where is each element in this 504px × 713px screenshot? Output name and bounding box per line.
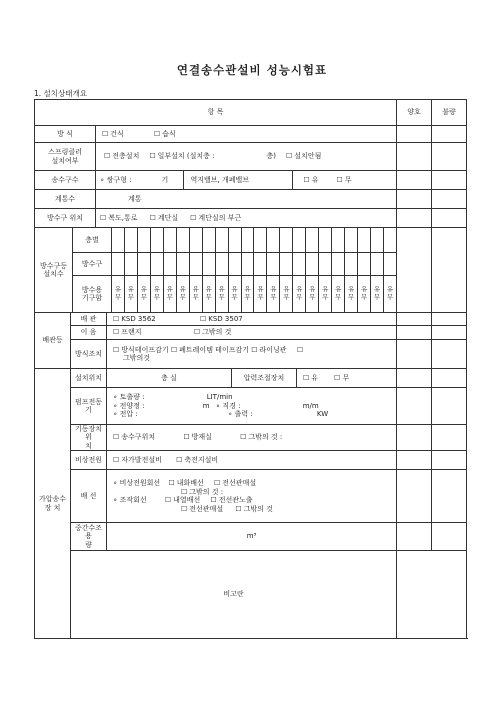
nozzle-outlet-cell[interactable] xyxy=(319,253,332,275)
nozzle-outlet-cell[interactable] xyxy=(216,253,229,275)
mu-mark: 무 xyxy=(205,293,212,301)
nozzle-outlet-cell[interactable] xyxy=(332,253,345,275)
nozzle-floor-cell[interactable] xyxy=(358,228,371,252)
outlet-valve: 역지밸브, 개폐밸브 xyxy=(190,171,293,189)
sprinkler-label-2: 설치여부 xyxy=(51,156,79,165)
booster-label-2: 장 치 xyxy=(44,503,61,512)
nozzle-count-label-1: 방수구등 xyxy=(39,261,68,270)
nozzle-box-cell[interactable] xyxy=(229,276,242,312)
tank-unit: m³ xyxy=(107,523,397,551)
yu-mark: 유 xyxy=(283,285,290,294)
mu-mark: 무 xyxy=(373,293,381,301)
section-heading: 1. 설치상태개요 xyxy=(34,89,88,98)
head-label: ∘ 전양정 : xyxy=(113,401,145,410)
nozzle-floor-cell[interactable] xyxy=(332,228,345,252)
mu-mark: 무 xyxy=(296,293,303,301)
system-unit: 계통 xyxy=(128,194,142,203)
wiring-fireproof-checkbox[interactable]: ☐ 내화배선 xyxy=(168,479,203,487)
nozzle-outlet-cell[interactable] xyxy=(203,253,216,275)
nozzle-floor-cell[interactable] xyxy=(254,228,267,252)
nozzle-box-cell[interactable] xyxy=(164,276,177,312)
nozzle-outlet-cell[interactable] xyxy=(112,253,125,275)
start-device-label-2: 치 xyxy=(85,441,92,450)
sprinkler-none-checkbox[interactable]: ☐ 설치안됨 xyxy=(286,152,321,160)
wiring-other-checkbox-1[interactable]: ☐ 그밖의 것 : xyxy=(181,488,223,496)
start-outlet-checkbox[interactable]: ☐ 송수구위치 xyxy=(113,433,155,441)
method-dry-checkbox[interactable]: ☐ 건식 xyxy=(102,130,124,138)
pressure-yes-checkbox[interactable]: ☐ 유 xyxy=(303,374,318,382)
yu-mark: 유 xyxy=(347,285,355,294)
header-item: 항 목 xyxy=(35,100,397,126)
nozzle-outlet-cell[interactable] xyxy=(254,253,267,275)
location-corridor-checkbox[interactable]: ☐ 복도,통로 xyxy=(100,214,138,222)
nozzle-count-label-2: 설치수 xyxy=(43,270,64,278)
start-device-label-1: 기동장치위 xyxy=(74,425,103,442)
emergency-power-label: 비상전원 xyxy=(71,451,107,470)
yu-mark: 유 xyxy=(192,285,199,294)
nozzle-outlet-cell[interactable] xyxy=(384,253,396,275)
yu-mark: 유 xyxy=(257,285,264,294)
nozzle-box-cell[interactable] xyxy=(112,276,125,312)
booster-label-1: 가압송수 xyxy=(38,495,67,504)
emerg-generator-checkbox[interactable]: ☐ 자가발전설비 xyxy=(113,456,162,464)
nozzle-grid xyxy=(73,228,396,312)
mu-mark: 무 xyxy=(192,293,199,301)
nozzle-floor-cell[interactable] xyxy=(345,228,358,252)
power-label: ∘ 출력 : xyxy=(227,410,253,419)
nozzle-box-cell[interactable] xyxy=(280,276,293,312)
nozzle-floor-cell[interactable] xyxy=(242,228,255,252)
yu-mark: 유 xyxy=(373,285,381,294)
nozzle-floor-cell[interactable] xyxy=(280,228,293,252)
yu-mark: 유 xyxy=(335,285,342,294)
wiring-buried-checkbox-2[interactable]: ☐ 전선관매설 xyxy=(181,505,223,513)
outlet-unit: 기 xyxy=(161,171,184,189)
nozzle-floor-cell[interactable] xyxy=(216,228,229,252)
wiring-emerg-circuit: ∘ 비상전원회선 xyxy=(113,479,161,488)
mu-mark: 무 xyxy=(283,293,290,301)
nozzle-outlet-cell[interactable] xyxy=(280,253,293,275)
nozzle-box-cell[interactable] xyxy=(177,276,190,312)
mu-mark: 무 xyxy=(270,293,277,301)
wiring-exposed-checkbox[interactable]: ☐ 전선관노출 xyxy=(210,496,252,504)
joint-flange-checkbox[interactable]: ☐ 프랜지 xyxy=(113,328,142,336)
nozzle-outlet-label: 방수구 xyxy=(73,253,112,275)
nozzle-floor-cell[interactable] xyxy=(177,228,190,252)
yu-mark: 유 xyxy=(322,285,329,294)
wiring-buried-checkbox-1[interactable]: ☐ 전선관매설 xyxy=(214,479,256,487)
yu-mark: 유 xyxy=(218,285,225,294)
mu-mark: 무 xyxy=(218,293,225,301)
rust-other-checkbox-box[interactable] xyxy=(297,346,305,354)
yu-mark: 유 xyxy=(360,285,368,294)
nozzle-box-cell[interactable] xyxy=(216,276,229,312)
yu-mark: 유 xyxy=(244,285,251,294)
nozzle-outlet-cell[interactable] xyxy=(371,253,384,275)
nozzle-floor-cell[interactable] xyxy=(306,228,319,252)
install-location-value: 층 실 xyxy=(107,369,232,387)
nozzle-floor-cell[interactable] xyxy=(229,228,242,252)
mu-mark: 무 xyxy=(309,293,316,301)
nozzle-floor-cell[interactable] xyxy=(112,228,125,252)
nozzle-outlet-cell[interactable] xyxy=(151,253,164,275)
method-wet-checkbox[interactable]: ☐ 습식 xyxy=(154,130,176,138)
nozzle-floor-cell[interactable] xyxy=(384,228,396,252)
nozzle-box-cell[interactable] xyxy=(345,276,358,312)
rust-tape-checkbox[interactable]: ☐ 방식테이프감기 xyxy=(113,346,169,354)
nozzle-outlet-cell[interactable] xyxy=(177,253,190,275)
outlet-no-checkbox[interactable]: ☐ 무 xyxy=(337,176,352,184)
nozzle-box-cell[interactable] xyxy=(371,276,384,312)
diameter-unit: m/m xyxy=(302,401,319,410)
outlet-yes-checkbox[interactable]: ☐ 유 xyxy=(303,176,318,184)
nozzle-box-cell[interactable] xyxy=(242,276,255,312)
outlet-label: 송수구수 xyxy=(35,171,96,189)
sprinkler-label-1: 스프링클러 xyxy=(48,148,82,157)
nozzle-floor-cell[interactable] xyxy=(293,228,306,252)
mu-mark: 무 xyxy=(322,293,329,301)
mu-mark: 무 xyxy=(244,293,251,301)
nozzle-floor-cell[interactable] xyxy=(319,228,332,252)
mu-mark: 무 xyxy=(231,293,238,301)
nozzle-outlet-cell[interactable] xyxy=(125,253,138,275)
nozzle-outlet-cell[interactable] xyxy=(306,253,319,275)
rust-pet-tape-checkbox[interactable]: ☐ 폐트레이템 테이프감기 xyxy=(171,346,249,354)
flow-label: ∘ 토출량 : xyxy=(113,393,145,402)
yu-mark: 유 xyxy=(270,285,277,294)
nozzle-floor-cell[interactable] xyxy=(125,228,138,252)
pressure-regulator-label: 압력조절장치 xyxy=(232,369,297,387)
yu-mark: 유 xyxy=(140,285,148,294)
sprinkler-floor-suffix: 층) xyxy=(266,152,276,161)
nozzle-box-cell[interactable] xyxy=(125,276,138,312)
piping-label: 배관등 xyxy=(35,313,71,369)
mu-mark: 무 xyxy=(179,293,186,301)
start-other-checkbox[interactable]: ☐ 그밖의 것 : xyxy=(240,433,282,441)
wiring-label: 배 선 xyxy=(71,470,107,523)
yu-mark: 유 xyxy=(114,285,122,294)
install-location-label: 설치위치 xyxy=(71,369,107,388)
sprinkler-all-checkbox[interactable]: ☐ 전층설치 xyxy=(104,152,139,160)
nozzle-box-cell[interactable] xyxy=(138,276,151,312)
nozzle-box-cell[interactable] xyxy=(358,276,371,312)
emerg-battery-checkbox[interactable]: ☐ 축전지설비 xyxy=(176,456,218,464)
location-stair-checkbox[interactable]: ☐ 계단실 xyxy=(150,214,179,222)
nozzle-floor-cell[interactable] xyxy=(267,228,280,252)
outlet-location-label: 방수구 위치 xyxy=(35,209,96,227)
nozzle-box-cell[interactable] xyxy=(306,276,319,312)
nozzle-outlet-cell[interactable] xyxy=(267,253,280,275)
diameter-label: ∘ 직경 : xyxy=(215,401,241,410)
joint-other-checkbox[interactable]: ☐ 그밖의 것 xyxy=(194,328,232,336)
flow-unit: LIT/min xyxy=(206,393,233,402)
pipe-ksd3507-checkbox[interactable]: ☐ KSD 3507 xyxy=(200,315,243,323)
nozzle-outlet-cell[interactable] xyxy=(229,253,242,275)
voltage-label: ∘ 전압 : xyxy=(113,410,138,419)
nozzle-box-cell[interactable] xyxy=(319,276,332,312)
nozzle-floor-cell[interactable] xyxy=(203,228,216,252)
mu-mark: 무 xyxy=(140,293,148,301)
nozzle-box-cell[interactable] xyxy=(293,276,306,312)
mu-mark: 무 xyxy=(114,293,122,301)
mu-mark: 무 xyxy=(386,293,394,301)
yu-mark: 유 xyxy=(153,285,160,294)
yu-mark: 유 xyxy=(386,285,394,294)
wiring-heatproof-checkbox[interactable]: ☐ 내열배선 xyxy=(165,496,200,504)
nozzle-floor-cell[interactable] xyxy=(138,228,151,252)
nozzle-box-cell[interactable] xyxy=(332,276,345,312)
nozzle-box-label-1: 방수용 xyxy=(81,285,103,294)
nozzle-outlet-cell[interactable] xyxy=(242,253,255,275)
power-unit: KW xyxy=(316,410,329,419)
system-label: 계통수 xyxy=(35,190,96,208)
mu-mark: 무 xyxy=(257,293,264,301)
inspection-table xyxy=(34,99,467,639)
nozzle-box-cell[interactable] xyxy=(190,276,203,312)
rust-label: 방식조치 xyxy=(71,340,107,369)
pipe-ksd3562-checkbox[interactable]: ☐ KSD 3562 xyxy=(113,315,156,323)
location-near-stair-checkbox[interactable]: ☐ 계단실의 부근 xyxy=(190,214,241,222)
nozzle-box-label-2: 기구함 xyxy=(81,294,103,302)
sprinkler-partial-checkbox[interactable]: ☐ 일부설치 (설치층 : xyxy=(149,152,214,160)
nozzle-floor-cell[interactable] xyxy=(371,228,384,252)
yu-mark: 유 xyxy=(166,285,173,294)
header-good: 양호 xyxy=(397,100,432,126)
nozzle-box-cell[interactable] xyxy=(267,276,280,312)
remarks-label: 비고란 xyxy=(71,551,397,639)
start-control-room-checkbox[interactable]: ☐ 방재실 xyxy=(183,433,212,441)
nozzle-floor-cell[interactable] xyxy=(190,228,203,252)
method-label: 방 식 xyxy=(35,126,96,142)
nozzle-floor-cell[interactable] xyxy=(151,228,164,252)
pipe-label: 배 관 xyxy=(71,313,107,326)
mu-mark: 무 xyxy=(335,293,342,301)
pressure-no-checkbox[interactable]: ☐ 무 xyxy=(334,374,349,382)
remarks-field[interactable] xyxy=(397,551,467,639)
nozzle-box-cell[interactable] xyxy=(254,276,267,312)
mu-mark: 무 xyxy=(153,293,160,301)
nozzle-outlet-cell[interactable] xyxy=(190,253,203,275)
nozzle-outlet-cell[interactable] xyxy=(138,253,151,275)
nozzle-outlet-cell[interactable] xyxy=(345,253,358,275)
mu-mark: 무 xyxy=(360,293,368,301)
nozzle-outlet-cell[interactable] xyxy=(164,253,177,275)
mu-mark: 무 xyxy=(347,293,355,301)
yu-mark: 유 xyxy=(205,285,212,294)
wiring-other-checkbox-2[interactable]: ☐ 그밖의 것 xyxy=(235,505,273,513)
nozzle-floor-cell[interactable] xyxy=(164,228,177,252)
nozzle-outlet-cell[interactable] xyxy=(358,253,371,275)
nozzle-outlet-cell[interactable] xyxy=(293,253,306,275)
yu-mark: 유 xyxy=(179,285,186,294)
tank-label-2: 량 xyxy=(85,540,92,549)
tank-label-1: 중간수조용 xyxy=(74,524,103,541)
nozzle-box-cell[interactable] xyxy=(384,276,396,312)
wiring-control-circuit: ∘ 조작회선 xyxy=(113,496,147,505)
yu-mark: 유 xyxy=(296,285,303,294)
page-title: 연결송수관설비 성능시험표 xyxy=(176,63,328,77)
rust-lining-checkbox[interactable]: ☐ 라이닝관 xyxy=(251,346,286,354)
joint-label: 이 음 xyxy=(71,326,107,340)
mu-mark: 무 xyxy=(166,293,173,301)
nozzle-box-cell[interactable] xyxy=(203,276,216,312)
pump-label: 펌프전동기 xyxy=(71,388,107,425)
outlet-twin: ∘ 쌍구형 : xyxy=(100,175,132,184)
mu-mark: 무 xyxy=(127,293,135,301)
head-unit: m xyxy=(202,401,210,410)
nozzle-box-cell[interactable] xyxy=(151,276,164,312)
nozzle-floor-label: 층별 xyxy=(73,228,112,252)
yu-mark: 유 xyxy=(231,285,238,294)
rust-other-label: 그밖의것 xyxy=(123,354,151,362)
yu-mark: 유 xyxy=(309,285,316,294)
header-bad: 불량 xyxy=(432,100,467,126)
yu-mark: 유 xyxy=(127,285,135,294)
